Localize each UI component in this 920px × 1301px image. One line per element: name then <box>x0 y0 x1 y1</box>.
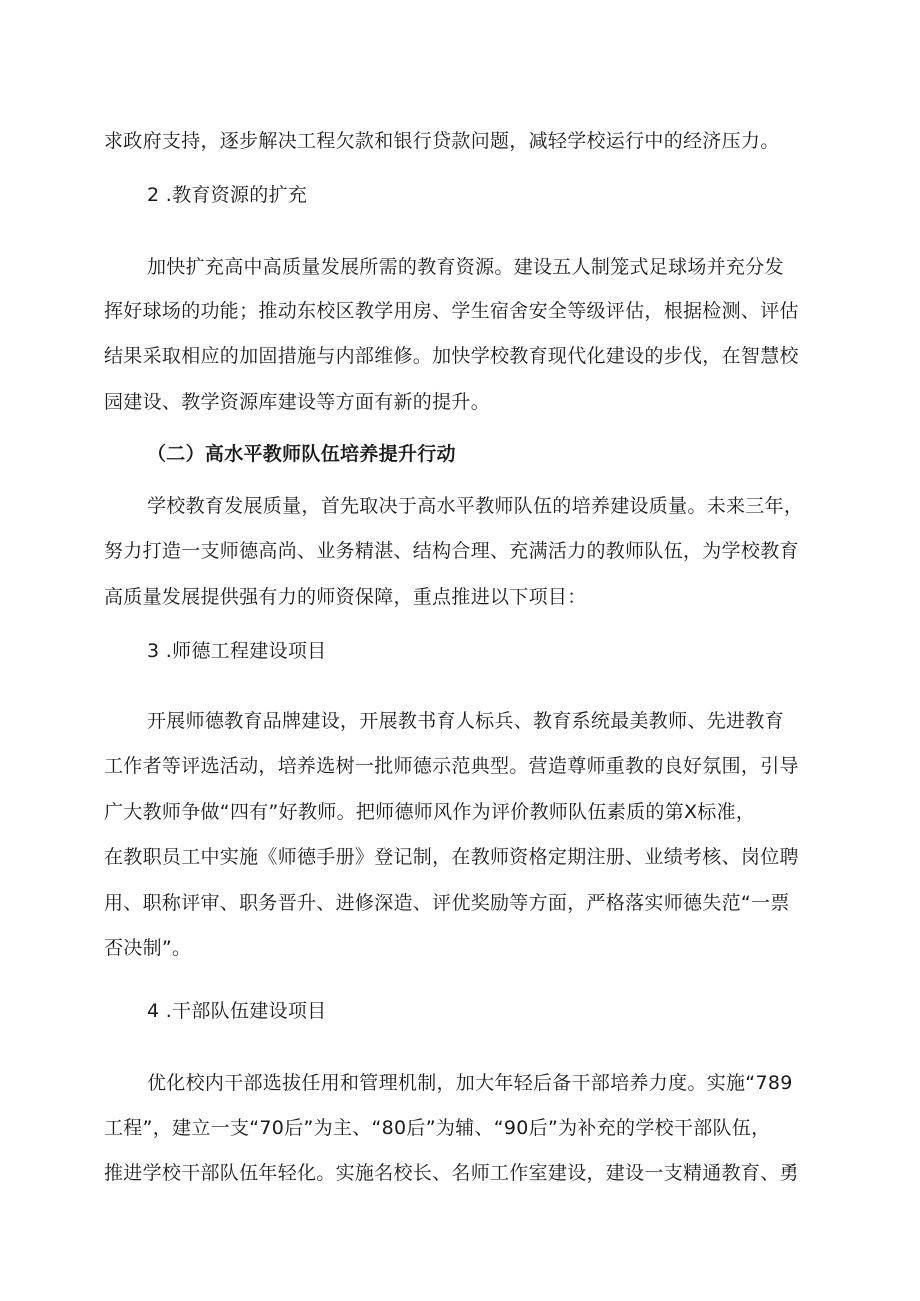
text-line-13: 工作者等评选活动，培养选树一批师德示范典型。营造尊师重教的良好氛围，引导 <box>104 755 799 777</box>
section-heading-3: 3 .师德工程建设项目 <box>147 640 327 662</box>
section-heading-teachers: （二）高水平教师队伍培养提升行动 <box>147 443 456 465</box>
text-line-16: 用、职称评审、职务晋升、进修深造、评优奖励等方面，严格落实师德失范“一票 <box>104 892 790 914</box>
text-line-20: 工程”，建立一支“70后”为主、“80后”为辅、“90后”为补充的学校干部队伍， <box>104 1117 771 1139</box>
text-line-15: 在教职员工中实施《师德手册》登记制，在教师资格定期注册、业绩考核、岗位聘 <box>104 846 799 868</box>
section-heading-4: 4 .干部队伍建设项目 <box>147 1000 327 1022</box>
text-line-8: 学校教育发展质量，首先取决于高水平教师队伍的培养建设质量。未来三年， <box>147 495 804 517</box>
text-line-1: 求政府支持，逐步解决工程欠款和银行贷款问题，减轻学校运行中的经济压力。 <box>104 130 780 152</box>
text-line-10: 高质量发展提供强有力的师资保障，重点推进以下项目： <box>104 586 587 608</box>
text-line-21: 推进学校干部队伍年轻化。实施名校长、名师工作室建设，建设一支精通教育、勇 <box>104 1162 799 1184</box>
text-line-9: 努力打造一支师德高尚、业务精湛、结构合理、充满活力的教师队伍，为学校教育 <box>104 540 799 562</box>
section-heading-2: 2 .教育资源的扩充 <box>147 184 308 206</box>
text-line-6: 园建设、教学资源库建设等方面有新的提升。 <box>104 391 491 413</box>
text-line-19: 优化校内干部选拔任用和管理机制，加大年轻后备干部培养力度。实施“789 <box>147 1072 793 1094</box>
text-line-5: 结果采取相应的加固措施与内部维修。加快学校教育现代化建设的步伐，在智慧校 <box>104 345 799 367</box>
text-line-3: 加快扩充高中高质量发展所需的教育资源。建设五人制笼式足球场并充分发 <box>147 256 784 278</box>
text-line-14: 广大教师争做“四有”好教师。把师德师风作为评价教师队伍素质的第X标准， <box>104 801 756 823</box>
text-line-17: 否决制”。 <box>104 937 192 959</box>
text-line-12: 开展师德教育品牌建设，开展教书育人标兵、教育系统最美教师、先进教育 <box>147 710 784 732</box>
text-line-4: 挥好球场的功能；推动东校区教学用房、学生宿舍安全等级评估，根据检测、评估 <box>104 300 799 322</box>
